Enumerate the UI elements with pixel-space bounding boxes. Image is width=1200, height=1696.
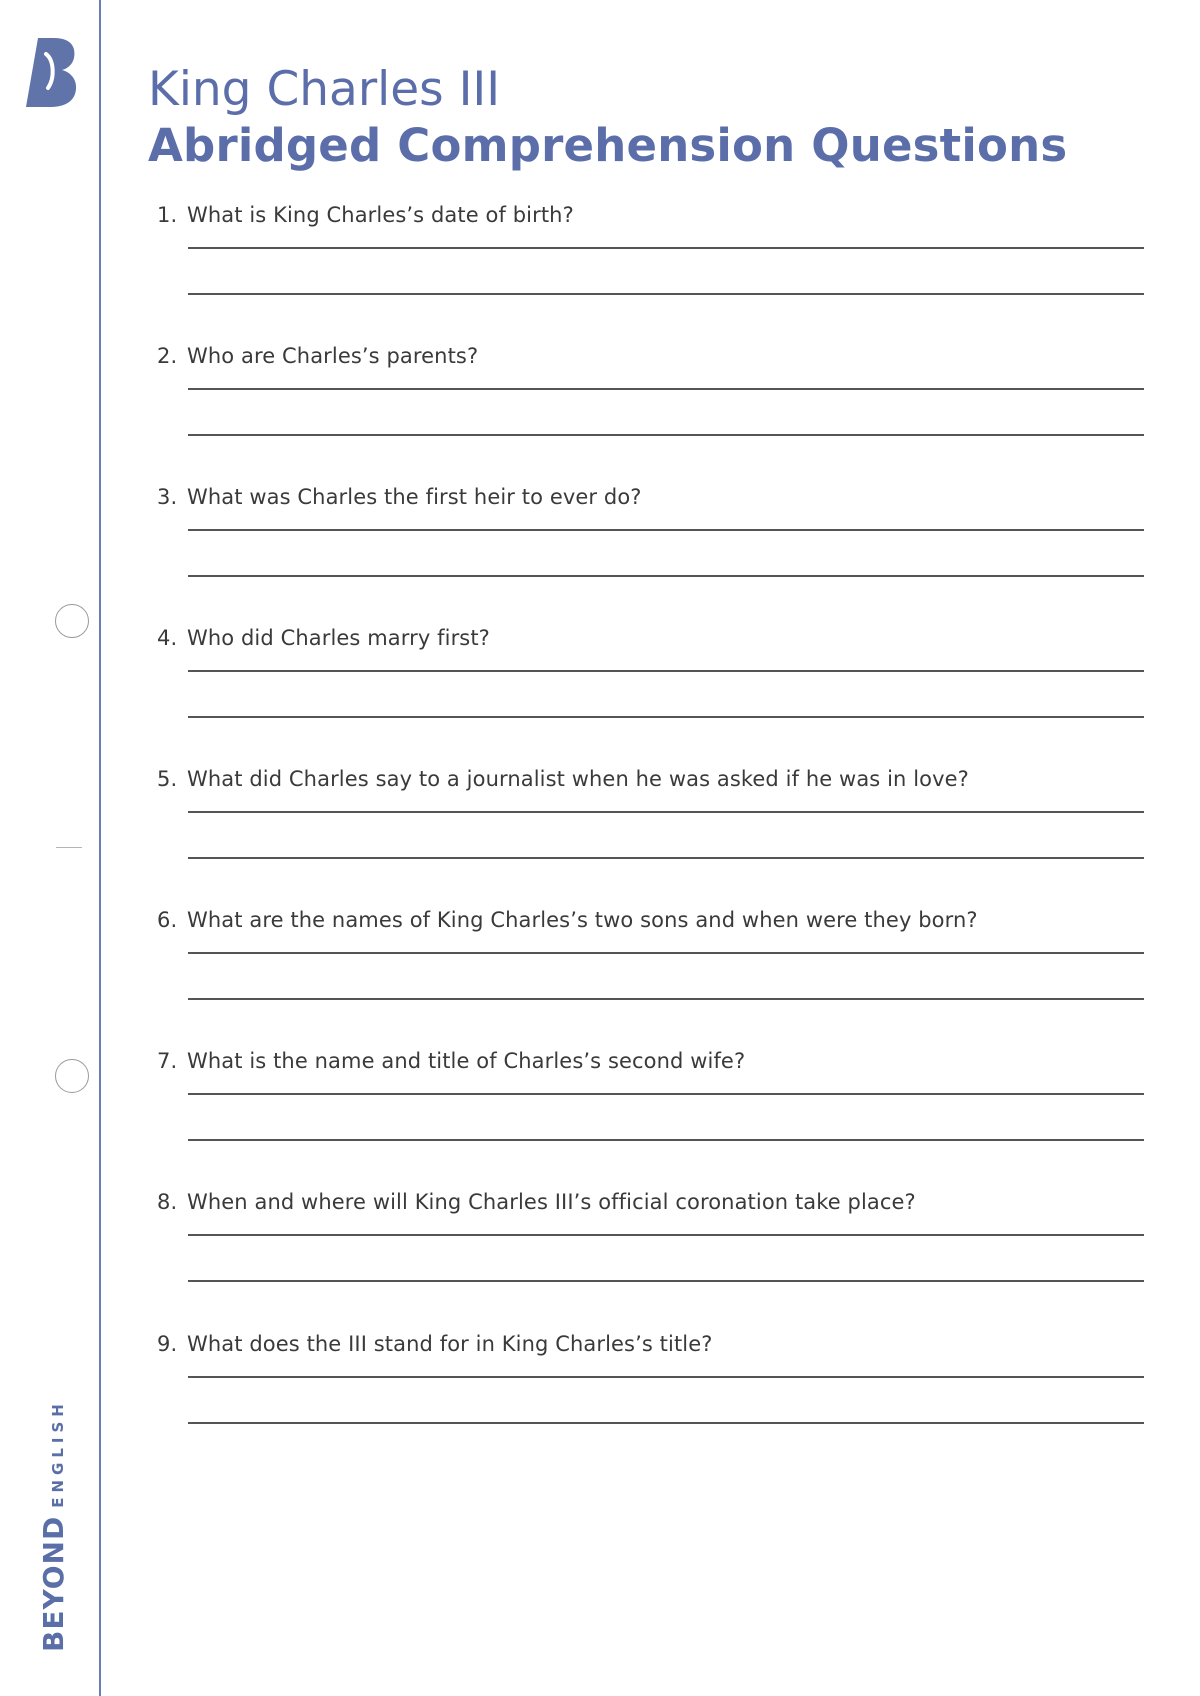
answer-line[interactable] [188,247,1144,249]
answer-line[interactable] [188,716,1144,718]
answer-line[interactable] [188,952,1144,954]
answer-line[interactable] [188,1280,1144,1282]
question-text [157,1187,916,1217]
question-number: 1. [157,203,178,227]
question-prompt: What was Charles the first heir to ever do? [187,485,642,509]
question-text [157,200,574,230]
question-text [157,482,642,512]
answer-line[interactable] [188,293,1144,295]
question-prompt: What did Charles say to a journalist when he was asked if he was in love? [187,767,969,791]
answer-line[interactable] [188,434,1144,436]
question-item [0,1046,1200,1176]
answer-line[interactable] [188,1376,1144,1378]
question-item [0,905,1200,1035]
question-prompt: Who are Charles’s parents? [187,344,479,368]
question-text [157,623,490,653]
question-prompt: What are the names of King Charles’s two sons and when were they born? [187,908,978,932]
question-prompt: Who did Charles marry first? [187,626,490,650]
question-number: 3. [157,485,178,509]
question-item [0,623,1200,753]
question-prompt: What does the III stand for in King Charles’s title? [187,1332,713,1356]
question-item [0,1187,1200,1317]
answer-line[interactable] [188,1139,1144,1141]
answer-line[interactable] [188,529,1144,531]
question-number: 6. [157,908,178,932]
question-number: 5. [157,767,178,791]
brand-main: BEYOND [37,1515,70,1652]
answer-line[interactable] [188,811,1144,813]
brand-sub: ENGLISH [49,1399,67,1508]
answer-line[interactable] [188,1093,1144,1095]
question-item [0,341,1200,471]
question-text [157,1329,712,1359]
question-number: 2. [157,344,178,368]
answer-line[interactable] [188,575,1144,577]
answer-line[interactable] [188,998,1144,1000]
b-logo-icon [24,36,80,108]
answer-line[interactable] [188,670,1144,672]
question-item [0,764,1200,894]
page-subtitle: Abridged Comprehension Questions [148,119,1068,172]
question-text [157,764,969,794]
question-prompt: When and where will King Charles III’s official coronation take place? [187,1190,916,1214]
answer-line[interactable] [188,1422,1144,1424]
question-number: 8. [157,1190,178,1214]
question-text [157,905,978,935]
answer-line[interactable] [188,857,1144,859]
question-prompt: What is King Charles’s date of birth? [187,203,574,227]
question-item [0,200,1200,330]
answer-line[interactable] [188,388,1144,390]
question-number: 4. [157,626,178,650]
question-text [157,1046,745,1076]
answer-line[interactable] [188,1234,1144,1236]
question-number: 9. [157,1332,178,1356]
question-number: 7. [157,1049,178,1073]
question-prompt: What is the name and title of Charles’s second wife? [187,1049,746,1073]
page-title: King Charles III [148,62,501,117]
question-text [157,341,478,371]
question-item [0,1329,1200,1459]
question-item [0,482,1200,612]
